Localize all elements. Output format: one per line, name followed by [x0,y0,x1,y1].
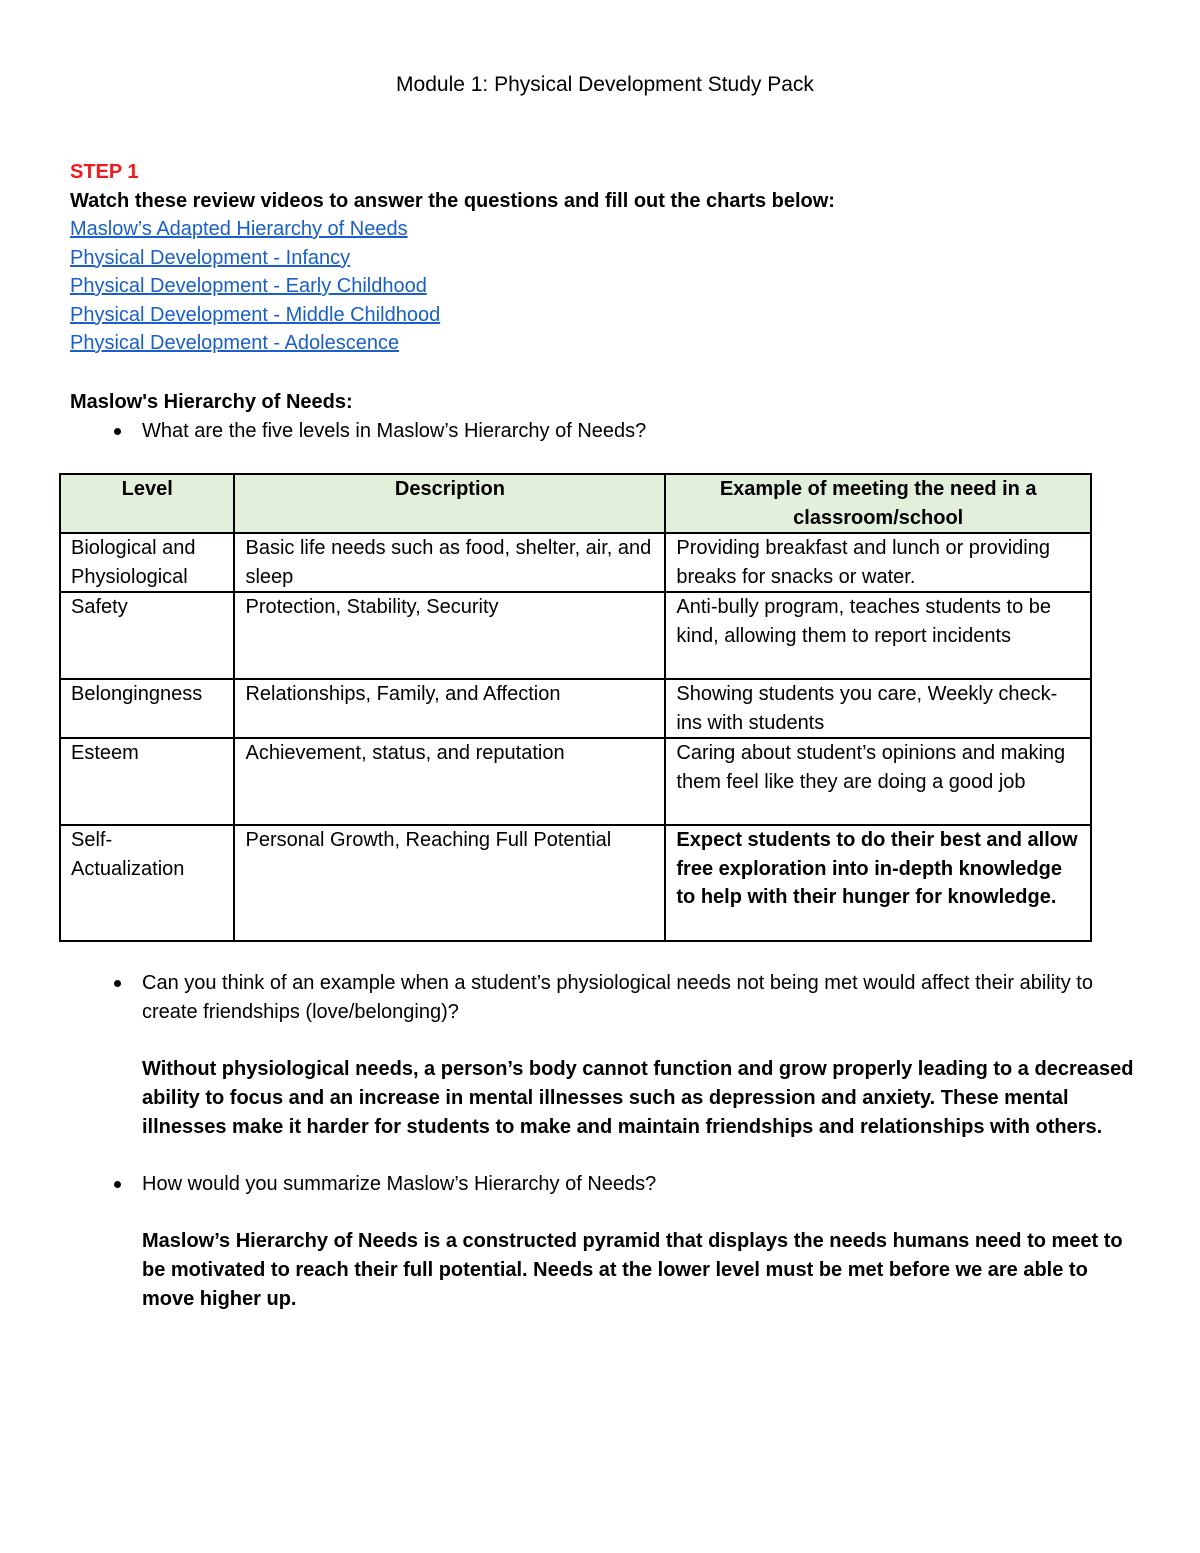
link-maslow-hierarchy[interactable]: Maslow’s Adapted Hierarchy of Needs [70,218,408,240]
table-cell-level: Belongingness [60,679,234,738]
question-text: Can you think of an example when a student’s physiological needs not being met would affect their ability to create friendships (love/belonging)? [142,972,1093,1023]
list-item [70,329,440,358]
table-cell-level: Self-Actualization [60,825,234,941]
table-cell-example: Anti-bully program, teaches students to be kind, allowing them to report incidents [665,592,1091,679]
link-adolescence[interactable]: Physical Development - Adolescence [70,332,400,354]
table-cell-level: Esteem [60,738,234,825]
table-cell-description: Achievement, status, and reputation [234,738,665,825]
list-item [70,244,440,273]
table-row [60,679,1091,738]
table-cell-description: Basic life needs such as food, shelter, air, and sleep [234,533,665,592]
table-cell-level: Safety [60,592,234,679]
answer-text: Maslow’s Hierarchy of Needs is a constructed pyramid that displays the needs humans need to meet to be motivated to reach their full potential. Needs at the lower level must be met before we are able to move higher up. [142,1230,1123,1310]
list-item [70,272,440,301]
column-header-description: Description [234,474,665,533]
table-row [60,738,1091,825]
maslow-section-heading: Maslow's Hierarchy of Needs: [70,391,353,413]
table-cell-example: Showing students you care, Weekly check-ins with students [665,679,1091,738]
question-text: How would you summarize Maslow’s Hierarchy of Needs? [142,1173,657,1195]
table-row [60,533,1091,592]
video-link-list [70,215,440,358]
column-header-example: Example of meeting the need in a classroom/school [665,474,1091,533]
table-cell-example: Expect students to do their best and allow free exploration into in-depth knowledge to help with their hunger for knowledge. [665,825,1091,941]
table-row [60,825,1091,941]
table-cell-description: Protection, Stability, Security [234,592,665,679]
maslow-needs-table [59,473,1092,942]
list-item [70,301,440,330]
table-cell-example: Caring about student’s opinions and making them feel like they are doing a good job [665,738,1091,825]
step-instruction: Watch these review videos to answer the questions and fill out the charts below: [70,190,835,212]
answer-text: Without physiological needs, a person’s body cannot function and grow properly leading to a decreased ability to focus and an increase in mental illnesses such as depression and anxiety. These mental illnesses make it harder for students to make and maintain friendships and relationships with others. [142,1058,1134,1138]
bullet-icon [114,980,121,987]
page-title: Module 1: Physical Development Study Pack [396,73,814,96]
link-middle-childhood[interactable]: Physical Development - Middle Childhood [70,303,441,326]
table-cell-example: Providing breakfast and lunch or providing breaks for snacks or water. [665,533,1091,592]
table-cell-description: Personal Growth, Reaching Full Potential [234,825,665,941]
link-infancy[interactable]: Physical Development - Infancy [70,246,351,269]
table-cell-level: Biological and Physiological [60,533,234,592]
bullet-icon [114,1181,121,1188]
table-row [60,592,1091,679]
table-cell-description: Relationships, Family, and Affection [234,679,665,738]
link-early-childhood[interactable]: Physical Development - Early Childhood [70,275,427,297]
question-text: What are the five levels in Maslow’s Hierarchy of Needs? [142,420,647,442]
column-header-level: Level [60,474,234,533]
bullet-icon [114,428,121,435]
list-item [70,215,440,244]
step-heading: STEP 1 [70,161,139,183]
table-header-row [60,474,1091,533]
